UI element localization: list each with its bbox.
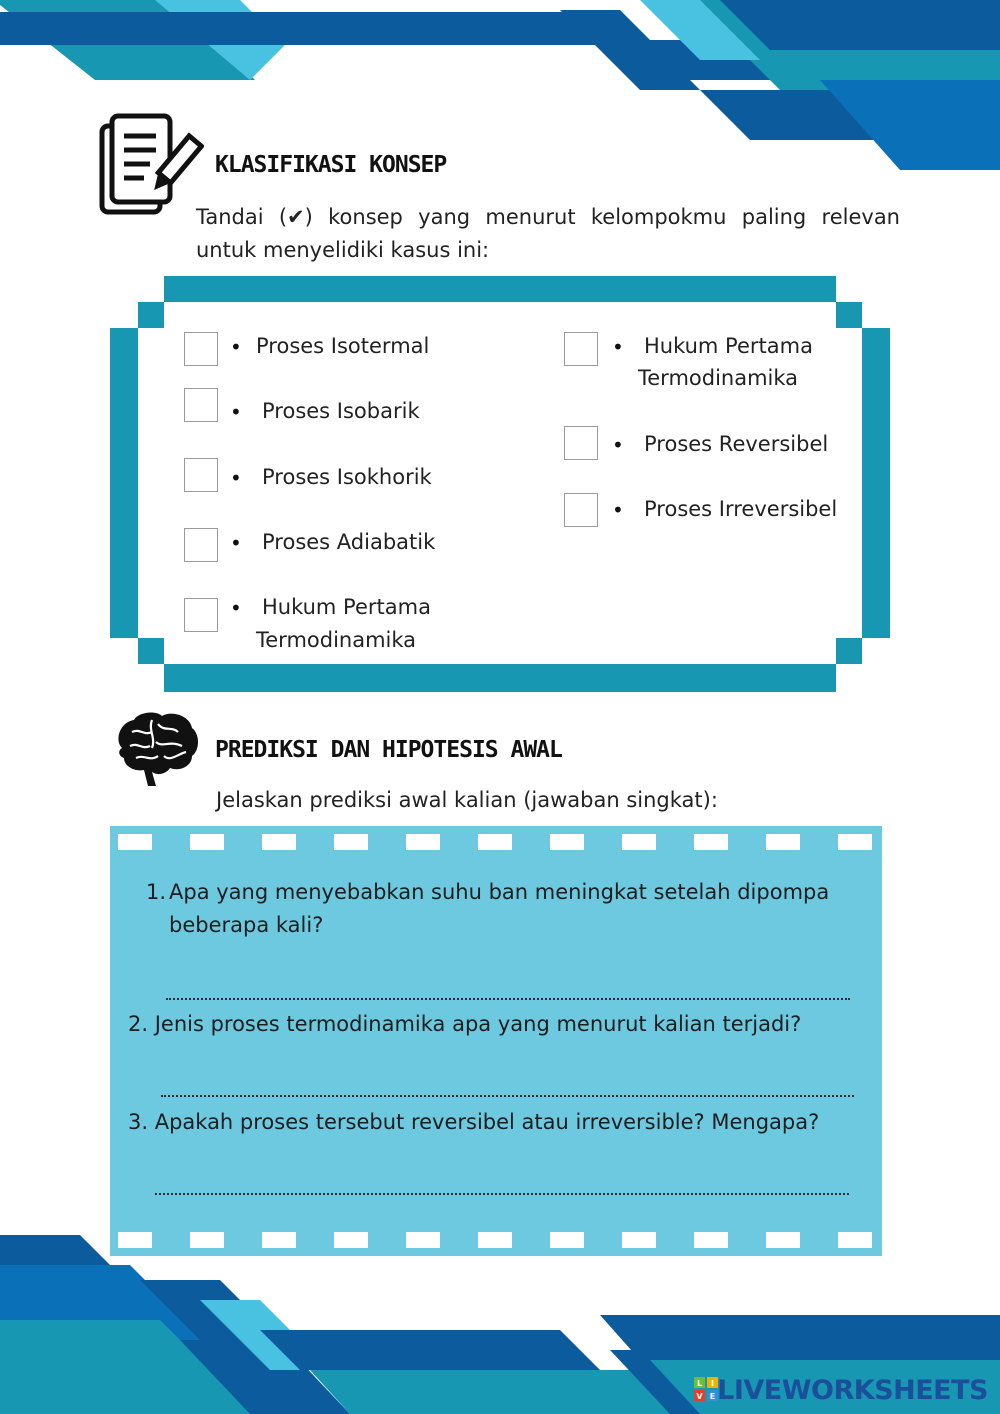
- liveworksheets-brand[interactable]: LIVEWORKSHEETS: [717, 1375, 988, 1406]
- concept-label-isokhorik: Proses Isokhorik: [262, 465, 432, 489]
- concept-label-adiabatik: Proses Adiabatik: [262, 530, 436, 554]
- question-1-line2: beberapa kali?: [169, 913, 324, 937]
- checkbox-proses-adiabatik[interactable]: [184, 528, 218, 562]
- concept-label-reversibel: Proses Reversibel: [644, 432, 829, 456]
- concept-label-hukum-pertama-right-line2: Termodinamika: [638, 366, 799, 390]
- question-1-number: 1.: [146, 880, 167, 904]
- section-title-klasifikasi: KLASIFIKASI KONSEP: [215, 152, 447, 178]
- checkbox-proses-isotermal[interactable]: [184, 332, 218, 366]
- clipboard-pencil-icon: [98, 112, 204, 218]
- checkbox-proses-isokhorik[interactable]: [184, 458, 218, 492]
- bullet-marker: •: [230, 466, 242, 490]
- logo-letter-i: I: [711, 1379, 714, 1388]
- checkbox-proses-reversibel[interactable]: [564, 426, 598, 460]
- section-title-prediksi: PREDIKSI DAN HIPOTESIS AWAL: [215, 737, 562, 763]
- bullet-marker: •: [230, 531, 242, 555]
- checkbox-hukum-pertama-left[interactable]: [184, 598, 218, 632]
- answer-line-1[interactable]: [166, 992, 850, 1000]
- concept-label-hukum-pertama-right-line1: Hukum Pertama: [644, 334, 813, 358]
- section1-instruction: Tandai (✔) konsep yang menurut kelompokmu paling relevan untuk menyelidiki kasus ini:: [196, 205, 900, 262]
- logo-letter-l: L: [696, 1379, 703, 1388]
- section2-instruction: Jelaskan prediksi awal kalian (jawaban singkat):: [216, 788, 718, 812]
- concept-label-isobarik: Proses Isobarik: [262, 399, 420, 423]
- concept-label-isotermal: Proses Isotermal: [256, 334, 430, 358]
- question-3: 3. Apakah proses tersebut reversibel atau irreversible? Mengapa?: [128, 1110, 820, 1134]
- answer-line-2[interactable]: [161, 1089, 854, 1097]
- liveworksheets-logo-icon: [694, 1377, 718, 1401]
- brain-icon: [112, 710, 200, 790]
- checkbox-proses-irreversibel[interactable]: [564, 493, 598, 527]
- bullet-marker: •: [230, 335, 242, 359]
- logo-letter-v: V: [696, 1392, 703, 1401]
- bullet-marker: •: [230, 400, 242, 424]
- bullet-marker: •: [230, 596, 242, 620]
- bullet-marker: •: [612, 335, 624, 359]
- bullet-marker: •: [612, 498, 624, 522]
- question-2: 2. Jenis proses termodinamika apa yang menurut kalian terjadi?: [128, 1012, 802, 1036]
- bullet-marker: •: [612, 433, 624, 457]
- concept-label-hukum-pertama-line1: Hukum Pertama: [262, 595, 431, 619]
- answer-line-3[interactable]: [155, 1187, 849, 1195]
- logo-letter-e: E: [709, 1392, 716, 1401]
- checkbox-proses-isobarik[interactable]: [184, 388, 218, 422]
- question-1-line1: Apa yang menyebabkan suhu ban meningkat setelah dipompa: [169, 880, 830, 904]
- checkbox-hukum-pertama-right[interactable]: [564, 332, 598, 366]
- concept-label-irreversibel: Proses Irreversibel: [644, 497, 838, 521]
- concept-label-hukum-pertama-line2: Termodinamika: [256, 628, 417, 652]
